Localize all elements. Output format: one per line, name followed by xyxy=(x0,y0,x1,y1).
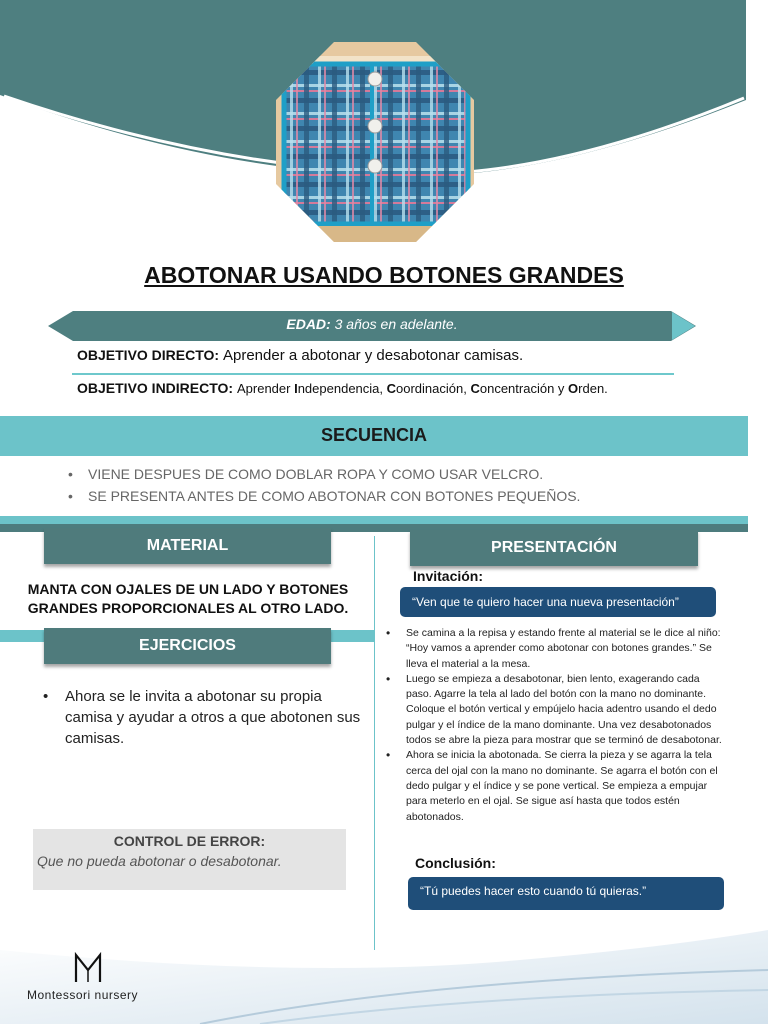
objetivo-indirecto-part: C xyxy=(386,381,397,396)
objetivo-indirecto-part: oncentración y xyxy=(479,381,569,396)
objetivo-directo-label: OBJETIVO DIRECTO: xyxy=(77,347,220,363)
list-item: • SE PRESENTA ANTES DE COMO ABOTONAR CON BOTONES PEQUEÑOS. xyxy=(88,488,580,504)
secuencia-list xyxy=(88,466,580,510)
edad-text xyxy=(48,316,696,332)
objetivo-directo xyxy=(77,347,523,364)
control-error-text: Que no pueda abotonar o desabotonar. xyxy=(37,853,282,869)
material-text: MANTA CON OJALES DE UN LADO Y BOTONES GRANDES PROPORCIONALES AL OTRO LADO. xyxy=(27,581,349,616)
objetivo-indirecto-part: I xyxy=(294,381,298,396)
objetivo-indirecto-part: rden. xyxy=(578,381,608,396)
list-item: • Ahora se inicia la abotonada. Se cierra la pieza y se agarra la tela cerca del ojal con la mano no dominante. Se agarra el botón con el dedo pulgar y el índice y se pone vertical. Se empieza a empujar para meterlo en el ojal. Se sigue así hasta que todos estén abotonados. xyxy=(406,748,728,824)
presentacion-heading: PRESENTACIÓN xyxy=(410,530,698,566)
objetivo-indirecto-label: OBJETIVO INDIRECTO: xyxy=(77,380,234,396)
list-item: • Ahora se le invita a abotonar su propia camisa y ayudar a otros a que abotonen sus camisas. xyxy=(65,686,365,749)
objetivo-indirecto-part: oordinación, xyxy=(396,381,471,396)
shirt-photo xyxy=(276,42,474,242)
list-item: • VIENE DESPUES DE COMO DOBLAR ROPA Y COMO USAR VELCRO. xyxy=(88,466,580,482)
secuencia-title: SECUENCIA xyxy=(320,425,427,445)
page-title: ABOTONAR USANDO BOTONES GRANDES xyxy=(144,262,624,288)
list-item: • Se camina a la repisa y estando frente al material se le dice al niño: “Hoy vamos a aprender como abotonar con botones grandes.” Se lleva el material a la mesa. xyxy=(406,626,728,672)
control-error-title: CONTROL DE ERROR: xyxy=(113,833,266,849)
objetivo-indirecto-part: ndependencia, xyxy=(297,381,387,396)
section-divider xyxy=(0,516,748,524)
objetivo-indirecto-part: Aprender xyxy=(236,381,295,396)
material-heading: MATERIAL xyxy=(44,528,331,564)
edad-value: 3 años en adelante. xyxy=(334,316,458,332)
objetivo-indirecto xyxy=(77,380,608,396)
conclusion-quote: “Tú puedes hacer esto cuando tú quieras.” xyxy=(408,877,724,910)
objetivo-indirecto-part: C xyxy=(470,381,480,396)
ejercicios-list xyxy=(65,686,365,749)
edad-label: EDAD: xyxy=(286,316,331,332)
objetivo-divider xyxy=(72,373,674,375)
column-divider xyxy=(374,536,375,950)
list-item: • Luego se empieza a desabotonar, bien lento, exagerando cada paso. Agarre la tela al lado del botón con la mano no dominante. Coloque el botón vertical y empújelo hacia adentro usando el dedo pulgar y el índice de la mano dominante. Una vez desabotonados todos se abre la pieza para mostrar que se terminó de desabotonar. xyxy=(406,672,728,748)
objetivo-indirecto-value xyxy=(237,381,608,396)
objetivo-indirecto-part: O xyxy=(568,381,579,396)
invitacion-label: Invitación: xyxy=(413,568,484,584)
logo-text: Montessori nursery xyxy=(27,988,139,1002)
conclusion-label: Conclusión: xyxy=(415,855,496,871)
footer-wave xyxy=(0,920,768,1024)
m-logo-icon xyxy=(73,952,103,984)
objetivo-directo-value: Aprender a abotonar y desabotonar camisas. xyxy=(222,347,524,364)
invitacion-quote: “Ven que te quiero hacer una nueva presentación” xyxy=(400,587,716,617)
presentacion-steps xyxy=(406,626,728,825)
ejercicios-heading: EJERCICIOS xyxy=(44,628,331,664)
